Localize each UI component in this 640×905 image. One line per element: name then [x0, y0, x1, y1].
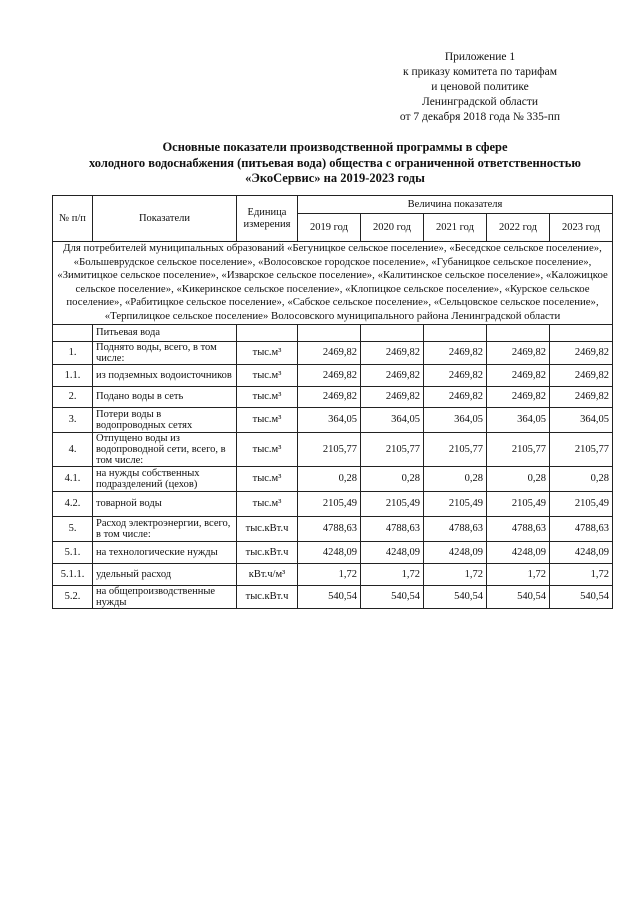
row-value: 4248,09 — [550, 541, 613, 563]
row-value: 0,28 — [424, 466, 487, 491]
row-number: 5. — [53, 516, 93, 541]
table-row — [53, 407, 613, 432]
section-empty-cell — [298, 324, 361, 341]
indicators-table — [52, 195, 613, 609]
title-line: холодного водоснабжения (питьевая вода) общества с ограниченной ответственностью — [89, 155, 581, 170]
row-value: 540,54 — [487, 585, 550, 608]
table-row — [53, 585, 613, 608]
row-unit: тыс.м³ — [237, 432, 298, 466]
consumers-note: Для потребителей муниципальных образований «Бегуницкое сельское поселение», «Беседское сельское поселение», «Большеврудское сельское поселение», «Волосовское городское поселение», «Губаницкое сельское поселение», «Зимитицкое сельское поселение», «Изварское сельское поселение», «Калитинское сельское поселение», «Каложицкое сельское поселение», «Кикеринское сельское поселение», «Клопицкое сельское поселение», «Курское сельское поселение», «Рабитицкое сельское поселение», «Сабское сельское поселение», «Сельцовское сельское поселение», «Терпилицкое сельское поселение» Волосовского муниципального района Ленинградской области — [53, 242, 613, 325]
row-value: 2469,82 — [550, 341, 613, 364]
appendix-line: и ценовой политике — [431, 81, 529, 93]
row-value: 0,28 — [361, 466, 424, 491]
row-number: 1. — [53, 341, 93, 364]
row-indicator: Расход электроэнергии, всего, в том числе: — [93, 516, 237, 541]
row-value: 1,72 — [424, 563, 487, 585]
row-value: 4248,09 — [361, 541, 424, 563]
section-no-cell — [53, 324, 93, 341]
row-value: 2105,77 — [487, 432, 550, 466]
row-number: 4.2. — [53, 491, 93, 516]
row-value: 4248,09 — [487, 541, 550, 563]
row-number: 1.1. — [53, 364, 93, 386]
row-number: 5.2. — [53, 585, 93, 608]
row-value: 2469,82 — [550, 386, 613, 407]
row-value: 4248,09 — [298, 541, 361, 563]
row-value: 0,28 — [550, 466, 613, 491]
row-number: 4. — [53, 432, 93, 466]
row-unit: тыс.м³ — [237, 341, 298, 364]
row-unit: кВт.ч/м³ — [237, 563, 298, 585]
row-unit: тыс.кВт.ч — [237, 516, 298, 541]
row-number: 3. — [53, 407, 93, 432]
row-value: 2469,82 — [298, 341, 361, 364]
section-empty-cell — [487, 324, 550, 341]
row-unit: тыс.м³ — [237, 407, 298, 432]
row-number: 5.1.1. — [53, 563, 93, 585]
row-value: 2105,77 — [361, 432, 424, 466]
row-value: 2469,82 — [424, 386, 487, 407]
header-year: 2022 год — [487, 214, 550, 242]
row-value: 540,54 — [550, 585, 613, 608]
section-empty-cell — [550, 324, 613, 341]
row-unit: тыс.м³ — [237, 364, 298, 386]
row-value: 2105,49 — [298, 491, 361, 516]
row-value: 2469,82 — [298, 386, 361, 407]
row-indicator: Подано воды в сеть — [93, 386, 237, 407]
header-year: 2023 год — [550, 214, 613, 242]
row-value: 2105,49 — [361, 491, 424, 516]
row-value: 540,54 — [298, 585, 361, 608]
row-unit: тыс.кВт.ч — [237, 541, 298, 563]
row-indicator: из подземных водоисточников — [93, 364, 237, 386]
section-empty-cell — [237, 324, 298, 341]
row-value: 0,28 — [298, 466, 361, 491]
row-value: 0,28 — [487, 466, 550, 491]
row-value: 1,72 — [361, 563, 424, 585]
appendix-line: от 7 декабря 2018 года № 335-пп — [399, 111, 561, 123]
row-value: 1,72 — [298, 563, 361, 585]
header-unit: Единица измерения — [237, 196, 298, 242]
appendix-line: Ленинградской области — [421, 96, 539, 108]
appendix-header — [380, 50, 580, 125]
row-value: 1,72 — [550, 563, 613, 585]
row-value: 2105,77 — [298, 432, 361, 466]
section-empty-cell — [424, 324, 487, 341]
row-value: 4788,63 — [487, 516, 550, 541]
row-value: 364,05 — [298, 407, 361, 432]
table-row — [53, 364, 613, 386]
table-row — [53, 541, 613, 563]
row-value: 364,05 — [424, 407, 487, 432]
row-value: 2469,82 — [487, 386, 550, 407]
row-value: 2469,82 — [424, 364, 487, 386]
row-value: 2469,82 — [361, 364, 424, 386]
row-indicator: Поднято воды, всего, в том числе: — [93, 341, 237, 364]
row-indicator: Отпущено воды из водопроводной сети, всего, в том числе: — [93, 432, 237, 466]
row-value: 2469,82 — [298, 364, 361, 386]
header-no: № п/п — [53, 196, 93, 242]
title-line: «ЭкоСервис» на 2019-2023 годы — [245, 171, 425, 185]
appendix-line: Приложение 1 — [444, 51, 516, 63]
row-number: 5.1. — [53, 541, 93, 563]
row-indicator: товарной воды — [93, 491, 237, 516]
document-title — [40, 140, 630, 187]
row-unit: тыс.м³ — [237, 491, 298, 516]
header-year: 2019 год — [298, 214, 361, 242]
row-value: 364,05 — [487, 407, 550, 432]
row-value: 4788,63 — [361, 516, 424, 541]
table-row — [53, 432, 613, 466]
row-value: 2469,82 — [361, 341, 424, 364]
row-value: 2469,82 — [487, 341, 550, 364]
row-indicator: Потери воды в водопроводных сетях — [93, 407, 237, 432]
row-unit: тыс.м³ — [237, 386, 298, 407]
header-indicator: Показатели — [93, 196, 237, 242]
row-indicator: на технологические нужды — [93, 541, 237, 563]
header-year: 2020 год — [361, 214, 424, 242]
table-row — [53, 466, 613, 491]
row-indicator: удельный расход — [93, 563, 237, 585]
row-value: 2105,49 — [424, 491, 487, 516]
row-value: 2469,82 — [361, 386, 424, 407]
header-magnitude: Величина показателя — [298, 196, 613, 214]
row-number: 2. — [53, 386, 93, 407]
row-value: 4788,63 — [424, 516, 487, 541]
row-value: 2469,82 — [424, 341, 487, 364]
row-value: 2469,82 — [550, 364, 613, 386]
table-row — [53, 491, 613, 516]
row-value: 2105,49 — [550, 491, 613, 516]
section-label: Питьевая вода — [93, 324, 237, 341]
row-unit: тыс.м³ — [237, 466, 298, 491]
row-number: 4.1. — [53, 466, 93, 491]
table-row — [53, 563, 613, 585]
table-row — [53, 516, 613, 541]
row-value: 4248,09 — [424, 541, 487, 563]
row-value: 540,54 — [361, 585, 424, 608]
row-indicator: на нужды собственных подразделений (цехов) — [93, 466, 237, 491]
appendix-line: к приказу комитета по тарифам — [403, 66, 557, 78]
row-value: 4788,63 — [298, 516, 361, 541]
row-value: 364,05 — [361, 407, 424, 432]
row-value: 2105,49 — [487, 491, 550, 516]
title-line: Основные показатели производственной программы в сфере — [162, 140, 508, 154]
header-year: 2021 год — [424, 214, 487, 242]
table-row — [53, 386, 613, 407]
row-unit: тыс.кВт.ч — [237, 585, 298, 608]
row-value: 2105,77 — [424, 432, 487, 466]
row-value: 540,54 — [424, 585, 487, 608]
section-empty-cell — [361, 324, 424, 341]
row-indicator: на общепроизводственные нужды — [93, 585, 237, 608]
row-value: 4788,63 — [550, 516, 613, 541]
row-value: 364,05 — [550, 407, 613, 432]
row-value: 2105,77 — [550, 432, 613, 466]
table-row — [53, 341, 613, 364]
row-value: 2469,82 — [487, 364, 550, 386]
row-value: 1,72 — [487, 563, 550, 585]
